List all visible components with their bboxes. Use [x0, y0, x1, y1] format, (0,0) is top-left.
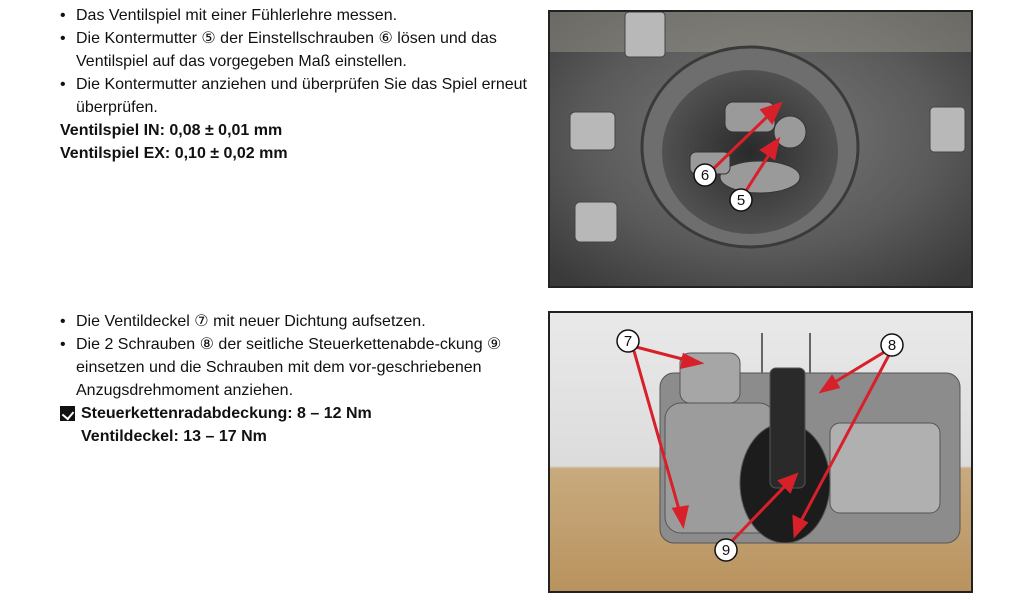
- bullet-list-2: [60, 310, 530, 402]
- callout-6: [694, 164, 716, 186]
- callout-7: [617, 330, 639, 352]
- callout-5: [730, 189, 752, 211]
- svg-text:5: 5: [736, 192, 746, 209]
- bullet-item: • Die Ventildeckel ⑦ mit neuer Dichtung aufsetzen.: [60, 310, 530, 333]
- torque-spec-valve-cover: Ventildeckel: 13 – 17 Nm: [81, 428, 267, 445]
- callout-9: [715, 539, 737, 561]
- cover-installation-instructions: [60, 310, 530, 448]
- valve-adjustment-photo: [548, 10, 973, 288]
- engine-cover-photo: [548, 311, 973, 593]
- bullet-item: • Das Ventilspiel mit einer Fühlerlehre messen.: [60, 4, 530, 27]
- valve-clearance-instructions: [60, 4, 530, 165]
- bullet-item: • Die Kontermutter ⑤ der Einstellschrauben ⑥ lösen und das Ventilspiel auf das vorgegeben Maß einstellen.: [60, 27, 530, 73]
- svg-text:6: 6: [700, 167, 710, 184]
- spec-in: Ventilspiel IN: 0,08 ± 0,01 mm: [60, 122, 283, 139]
- callout-8: [881, 334, 903, 356]
- svg-text:7: 7: [623, 333, 633, 350]
- svg-text:9: 9: [721, 542, 731, 559]
- torque-spec-chain-cover: Steuerkettenradabdeckung: 8 – 12 Nm: [81, 405, 372, 422]
- spec-ex: Ventilspiel EX: 0,10 ± 0,02 mm: [60, 145, 288, 162]
- svg-text:8: 8: [887, 337, 897, 354]
- torque-wrench-icon: [60, 406, 75, 421]
- torque-spec-row: [60, 402, 530, 425]
- bullet-item: • Die 2 Schrauben ⑧ der seitliche Steuerkettenabde-ckung ⑨ einsetzen und die Schrauben mit dem vor-geschriebenen Anzugsdrehmoment anziehen.: [60, 333, 530, 402]
- bullet-list-1: [60, 4, 530, 119]
- bullet-item: • Die Kontermutter anziehen und überprüfen Sie das Spiel erneut überprüfen.: [60, 73, 530, 119]
